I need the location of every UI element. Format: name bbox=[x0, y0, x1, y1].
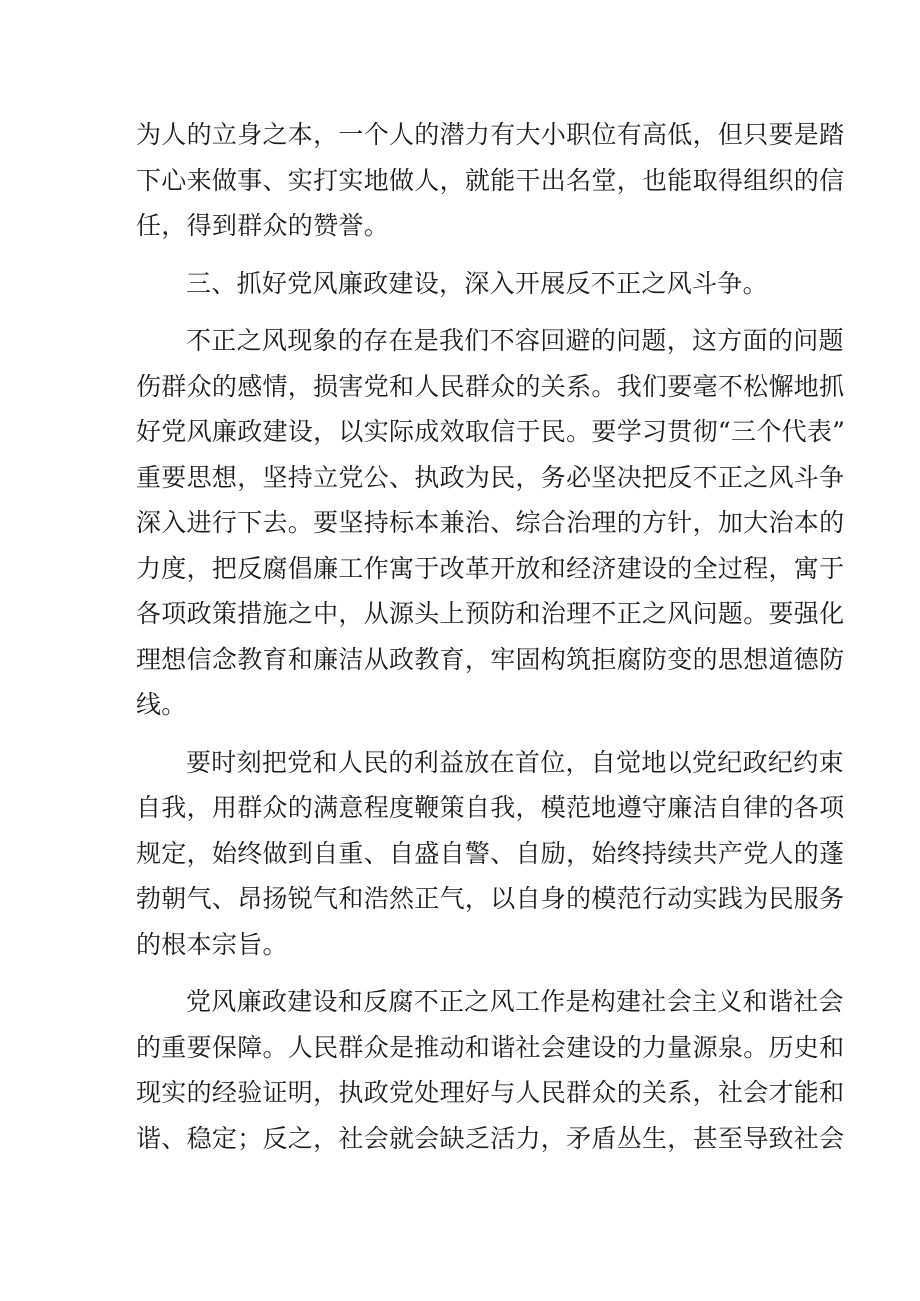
paragraph-3 bbox=[136, 740, 845, 968]
text-line: 深入进行下去。要坚持标本兼治、综合治理的方针，加大治本的 bbox=[136, 508, 845, 537]
text-line: 理想信念教育和廉洁从政教育，牢固构筑拒腐防变的思想道德防 bbox=[136, 644, 845, 674]
section-heading-text: 三、抓好党风廉政建设，深入开展反不正之风斗争。 bbox=[186, 268, 768, 298]
document-body bbox=[136, 112, 846, 1161]
text-line: 线。 bbox=[136, 690, 187, 719]
text-line: 重要思想，坚持立党公、执政为民，务必坚决把反不正之风斗争 bbox=[136, 462, 845, 492]
text-line: 任，得到群众的赞誉。 bbox=[136, 211, 390, 240]
text-line: 要时刻把党和人民的利益放在首位，自觉地以党纪政纪约束 bbox=[186, 747, 844, 777]
text-line: 下心来做事、实打实地做人，就能干出名堂，也能取得组织的信 bbox=[136, 165, 845, 195]
paragraph-2 bbox=[136, 318, 846, 728]
paragraph-gap bbox=[136, 967, 796, 979]
text-line: 为人的立身之本，一个人的潜力有大小职位有高低，但只要是踏 bbox=[136, 120, 845, 149]
text-line: 的重要保障。人民群众是推动和谐社会建设的力量源泉。历史和 bbox=[136, 1032, 845, 1062]
text-line: 党风廉政建设和反腐不正之风工作是构建社会主义和谐社会 bbox=[186, 987, 844, 1016]
paragraph-1 bbox=[136, 112, 845, 249]
paragraph-gap bbox=[136, 728, 796, 740]
paragraph-gap bbox=[136, 306, 796, 318]
text-line: 不正之风现象的存在是我们不容回避的问题，这方面的问题 bbox=[186, 326, 844, 355]
text-line: 规定，始终做到自重、自盛自警、自励，始终持续共产党人的蓬 bbox=[136, 838, 845, 868]
section-heading-3 bbox=[136, 261, 796, 307]
text-line: 力度，把反腐倡廉工作寓于改革开放和经济建设的全过程，寓于 bbox=[136, 553, 845, 583]
text-line: 自我，用群众的满意程度鞭策自我，模范地遵守廉洁自律的各项 bbox=[136, 793, 845, 822]
paragraph-4 bbox=[136, 979, 845, 1161]
text-line: 各项政策措施之中，从源头上预防和治理不正之风问题。要强化 bbox=[136, 599, 845, 628]
text-line: 勃朝气、昂扬锐气和浩然正气，以自身的模范行动实践为民服务 bbox=[136, 884, 845, 913]
paragraph-gap bbox=[136, 249, 796, 261]
text-line: 伤群众的感情，损害党和人民群众的关系。我们要毫不松懈地抓 bbox=[136, 371, 845, 401]
text-line: 现实的经验证明，执政党处理好与人民群众的关系，社会才能和 bbox=[136, 1078, 845, 1107]
text-line: 谐、稳定；反之，社会就会缺乏活力，矛盾丛生，甚至导致社会 bbox=[136, 1123, 845, 1153]
text-line: 的根本宗旨。 bbox=[136, 929, 288, 959]
text-line: 好党风廉政建设，以实际成效取信于民。要学习贯彻“三个代表” bbox=[136, 417, 846, 446]
